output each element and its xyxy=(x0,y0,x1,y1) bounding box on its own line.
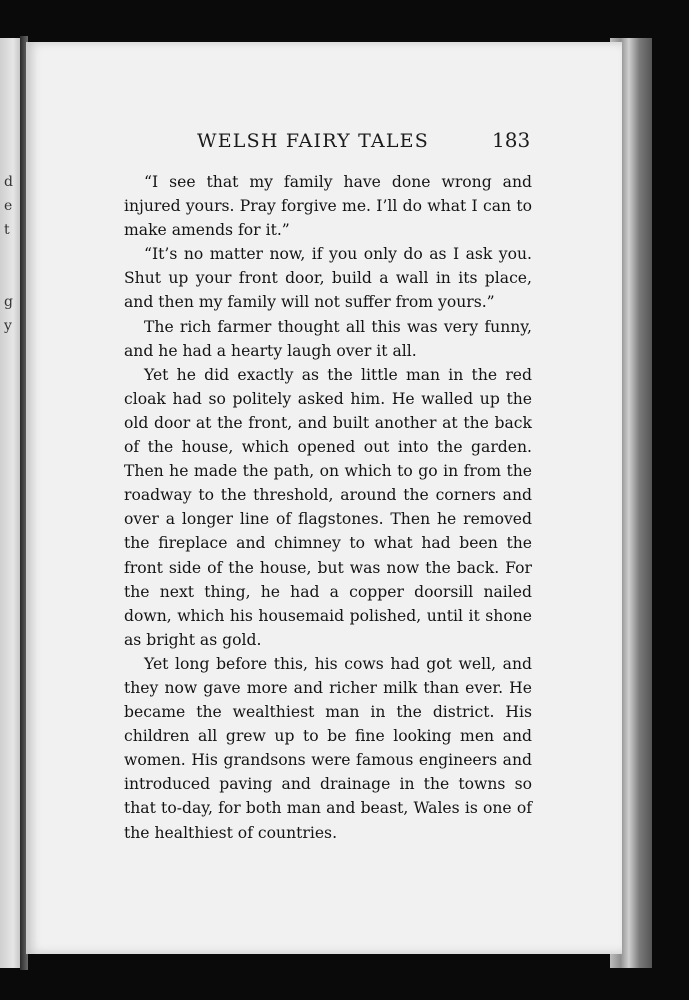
paragraph: “I see that my family have done wrong and injured yours. Pray forgive me. I’ll do what I can to make amends for it.” xyxy=(124,173,532,240)
body-text xyxy=(124,170,532,845)
running-head xyxy=(26,126,622,162)
margin-glyph: e xyxy=(4,198,13,214)
book-page xyxy=(26,42,622,954)
paragraph: The rich farmer thought all this was very funny, and he had a hearty laugh over it all. xyxy=(124,317,532,360)
running-head-title: WELSH FAIRY TALES xyxy=(197,130,429,152)
margin-glyph: d xyxy=(4,174,13,190)
margin-glyph: y xyxy=(4,318,12,334)
margin-glyph: t xyxy=(4,222,10,238)
paragraph: Yet long before this, his cows had got well, and they now gave more and richer milk than ever. He became the wealthiest man in the district. His children all grew up to be fine looking men and women. His grandsons were famous engineers and introduced paving and drainage in the towns so that to-day, for both man and beast, Wales is one of the healthiest of countries. xyxy=(124,654,532,842)
paragraph: Yet he did exactly as the little man in the red cloak had so politely asked him. He walled up the old door at the front, and built another at the back of the house, which opened out into the garden. Then he made the path, on which to go in from the roadway to the threshold, around the corners and over a longer line of flagstones. Then he removed the fireplace and chimney to what had been the front side of the house, but was now the back. For the next thing, he had a copper doorsill nailed down, which his housemaid polished, until it shone as bright as gold. xyxy=(124,365,532,649)
page-number: 183 xyxy=(492,128,531,152)
paragraph: “It’s no matter now, if you only do as I ask you. Shut up your front door, build a wall in its place, and then my family will not suffer from yours.” xyxy=(124,245,532,312)
margin-glyph: g xyxy=(4,294,13,310)
left-page-edge xyxy=(0,38,22,968)
